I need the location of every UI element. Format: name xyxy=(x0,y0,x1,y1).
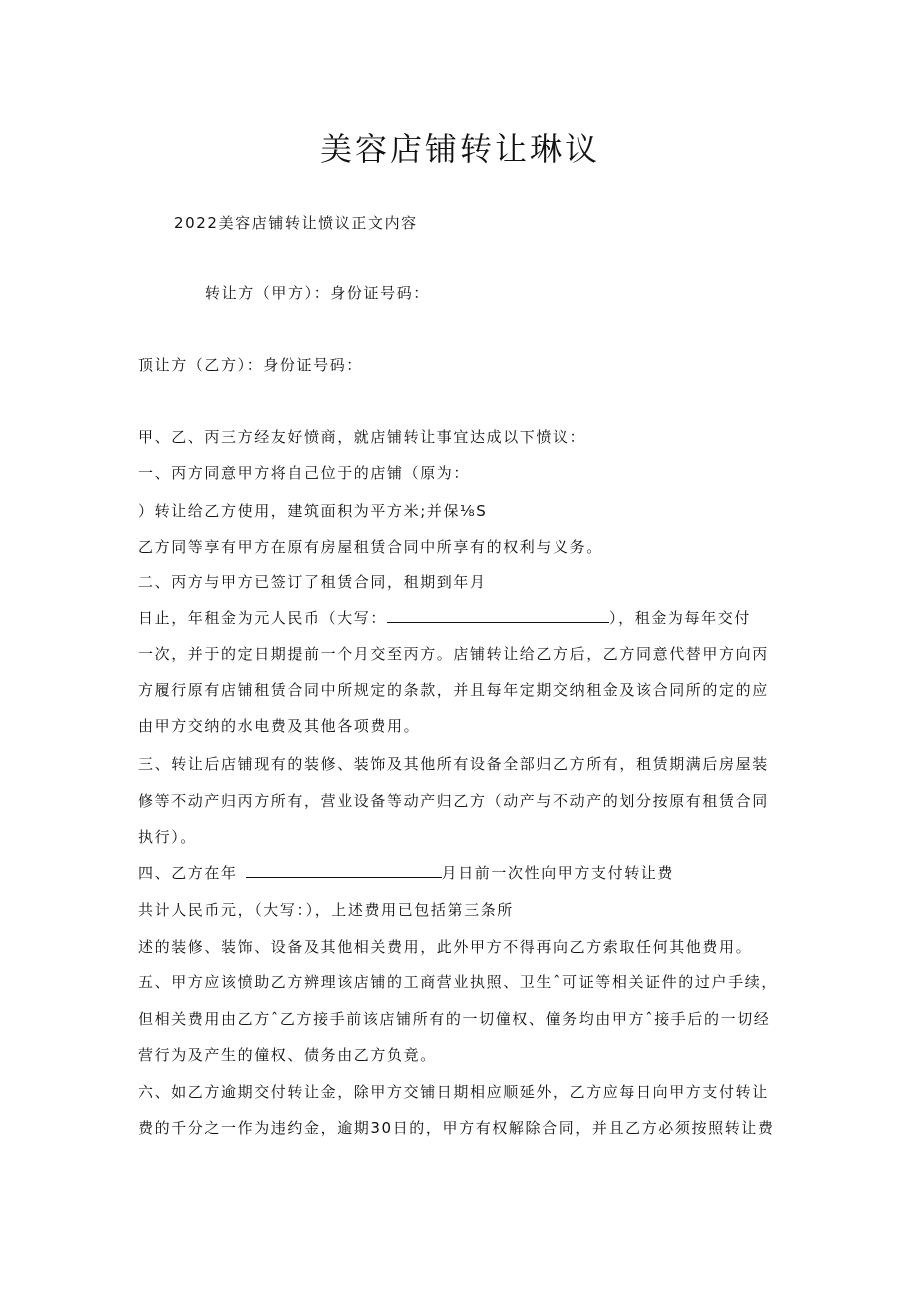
clause-5-line-2: 但相关费用由乙方ˆ乙方接手前该店铺所有的一切僮权、僮务均由甲方ˆ接手后的一切经 xyxy=(138,1010,771,1028)
clause-5-line-1: 五、甲方应该愤助乙方辨理该店铺的工商营业执照、卫生ˆ可证等相关证件的过户手续， xyxy=(138,973,778,991)
clause-3-line-3: 执行）。 xyxy=(138,828,197,846)
clause-6-line-1: 六、如乙方逾期交付转让金，除甲方交铺日期相应顺延外，乙方应每日向甲方支付转让 xyxy=(138,1083,769,1101)
clause-4-line-1-start: 四、乙方在年 xyxy=(138,864,238,882)
party-b-line: 顶让方（乙方）：身份证号码： xyxy=(138,356,363,374)
clause-6-line-2: 费的千分之一作为违约金，逾期30日的，甲方有权解除合同，并且乙方必须按照转让费 xyxy=(138,1119,775,1137)
intro-paragraph: 甲、乙、丙三方经友好愤商，就店铺转让事宜达成以下愤议： xyxy=(138,428,587,446)
clause-2-line-2-start: 日止，年租金为元人民币（大写： xyxy=(138,609,388,627)
blank-underline xyxy=(387,608,609,623)
document-subtitle: 2022美容店铺转让愤议正文内容 xyxy=(174,214,418,232)
clause-2-line-5: 由甲方交纳的水电费及其他各项费用。 xyxy=(138,717,421,735)
clause-4-line-1 xyxy=(138,862,674,884)
clause-1-line-3: 乙方同等享有甲方在原有房屋租赁合同中所享有的权利与义务。 xyxy=(138,538,603,556)
clause-2-line-3: 一次，并于的定日期提前一个月交至丙方。店铺转让给乙方后，乙方同意代替甲方向丙 xyxy=(138,645,769,663)
clause-4-line-2: 共计人民币元，（大写：），上述费用已包括第三条所 xyxy=(138,901,514,919)
clause-4-line-1-end: 月日前一次性向甲方支付转让费 xyxy=(441,864,675,882)
clause-3-line-1: 三、转让后店铺现有的装修、装饰及其他所有设备全部归乙方所有，租赁期满后房屋装 xyxy=(138,755,769,773)
document-title: 美容店铺转让琳议 xyxy=(319,130,600,168)
clause-5-line-3: 营行为及产生的僮权、债务由乙方负竟。 xyxy=(138,1046,437,1064)
clause-1-line-2: ）转让给乙方使用，建筑面积为平方米;并保⅛S xyxy=(138,502,488,520)
clause-2-line-2 xyxy=(138,607,751,629)
clause-2-line-4: 方履行原有店铺租赁合同中所规定的条款，并且每年定期交纳租金及该合同所的定的应 xyxy=(138,681,769,699)
party-a-line: 转让方（甲方）：身份证号码： xyxy=(205,284,430,302)
blank-underline xyxy=(246,863,442,878)
clause-2-line-1: 二、丙方与甲方已签订了租赁合同，租期到年月 xyxy=(138,573,487,591)
clause-1-line-1: 一、丙方同意甲方将自己位于的店铺（原为： xyxy=(138,464,471,482)
clause-3-line-2: 修等不动产归丙方所有，营业设备等动产归乙方（动产与不动产的划分按原有租赁合同 xyxy=(138,792,769,810)
clause-4-line-3: 述的装修、装饰、设备及其他相关费用，此外甲方不得再向乙方索取任何其他费用。 xyxy=(138,938,753,956)
clause-2-line-2-end: ），租金为每年交付 xyxy=(609,609,751,627)
